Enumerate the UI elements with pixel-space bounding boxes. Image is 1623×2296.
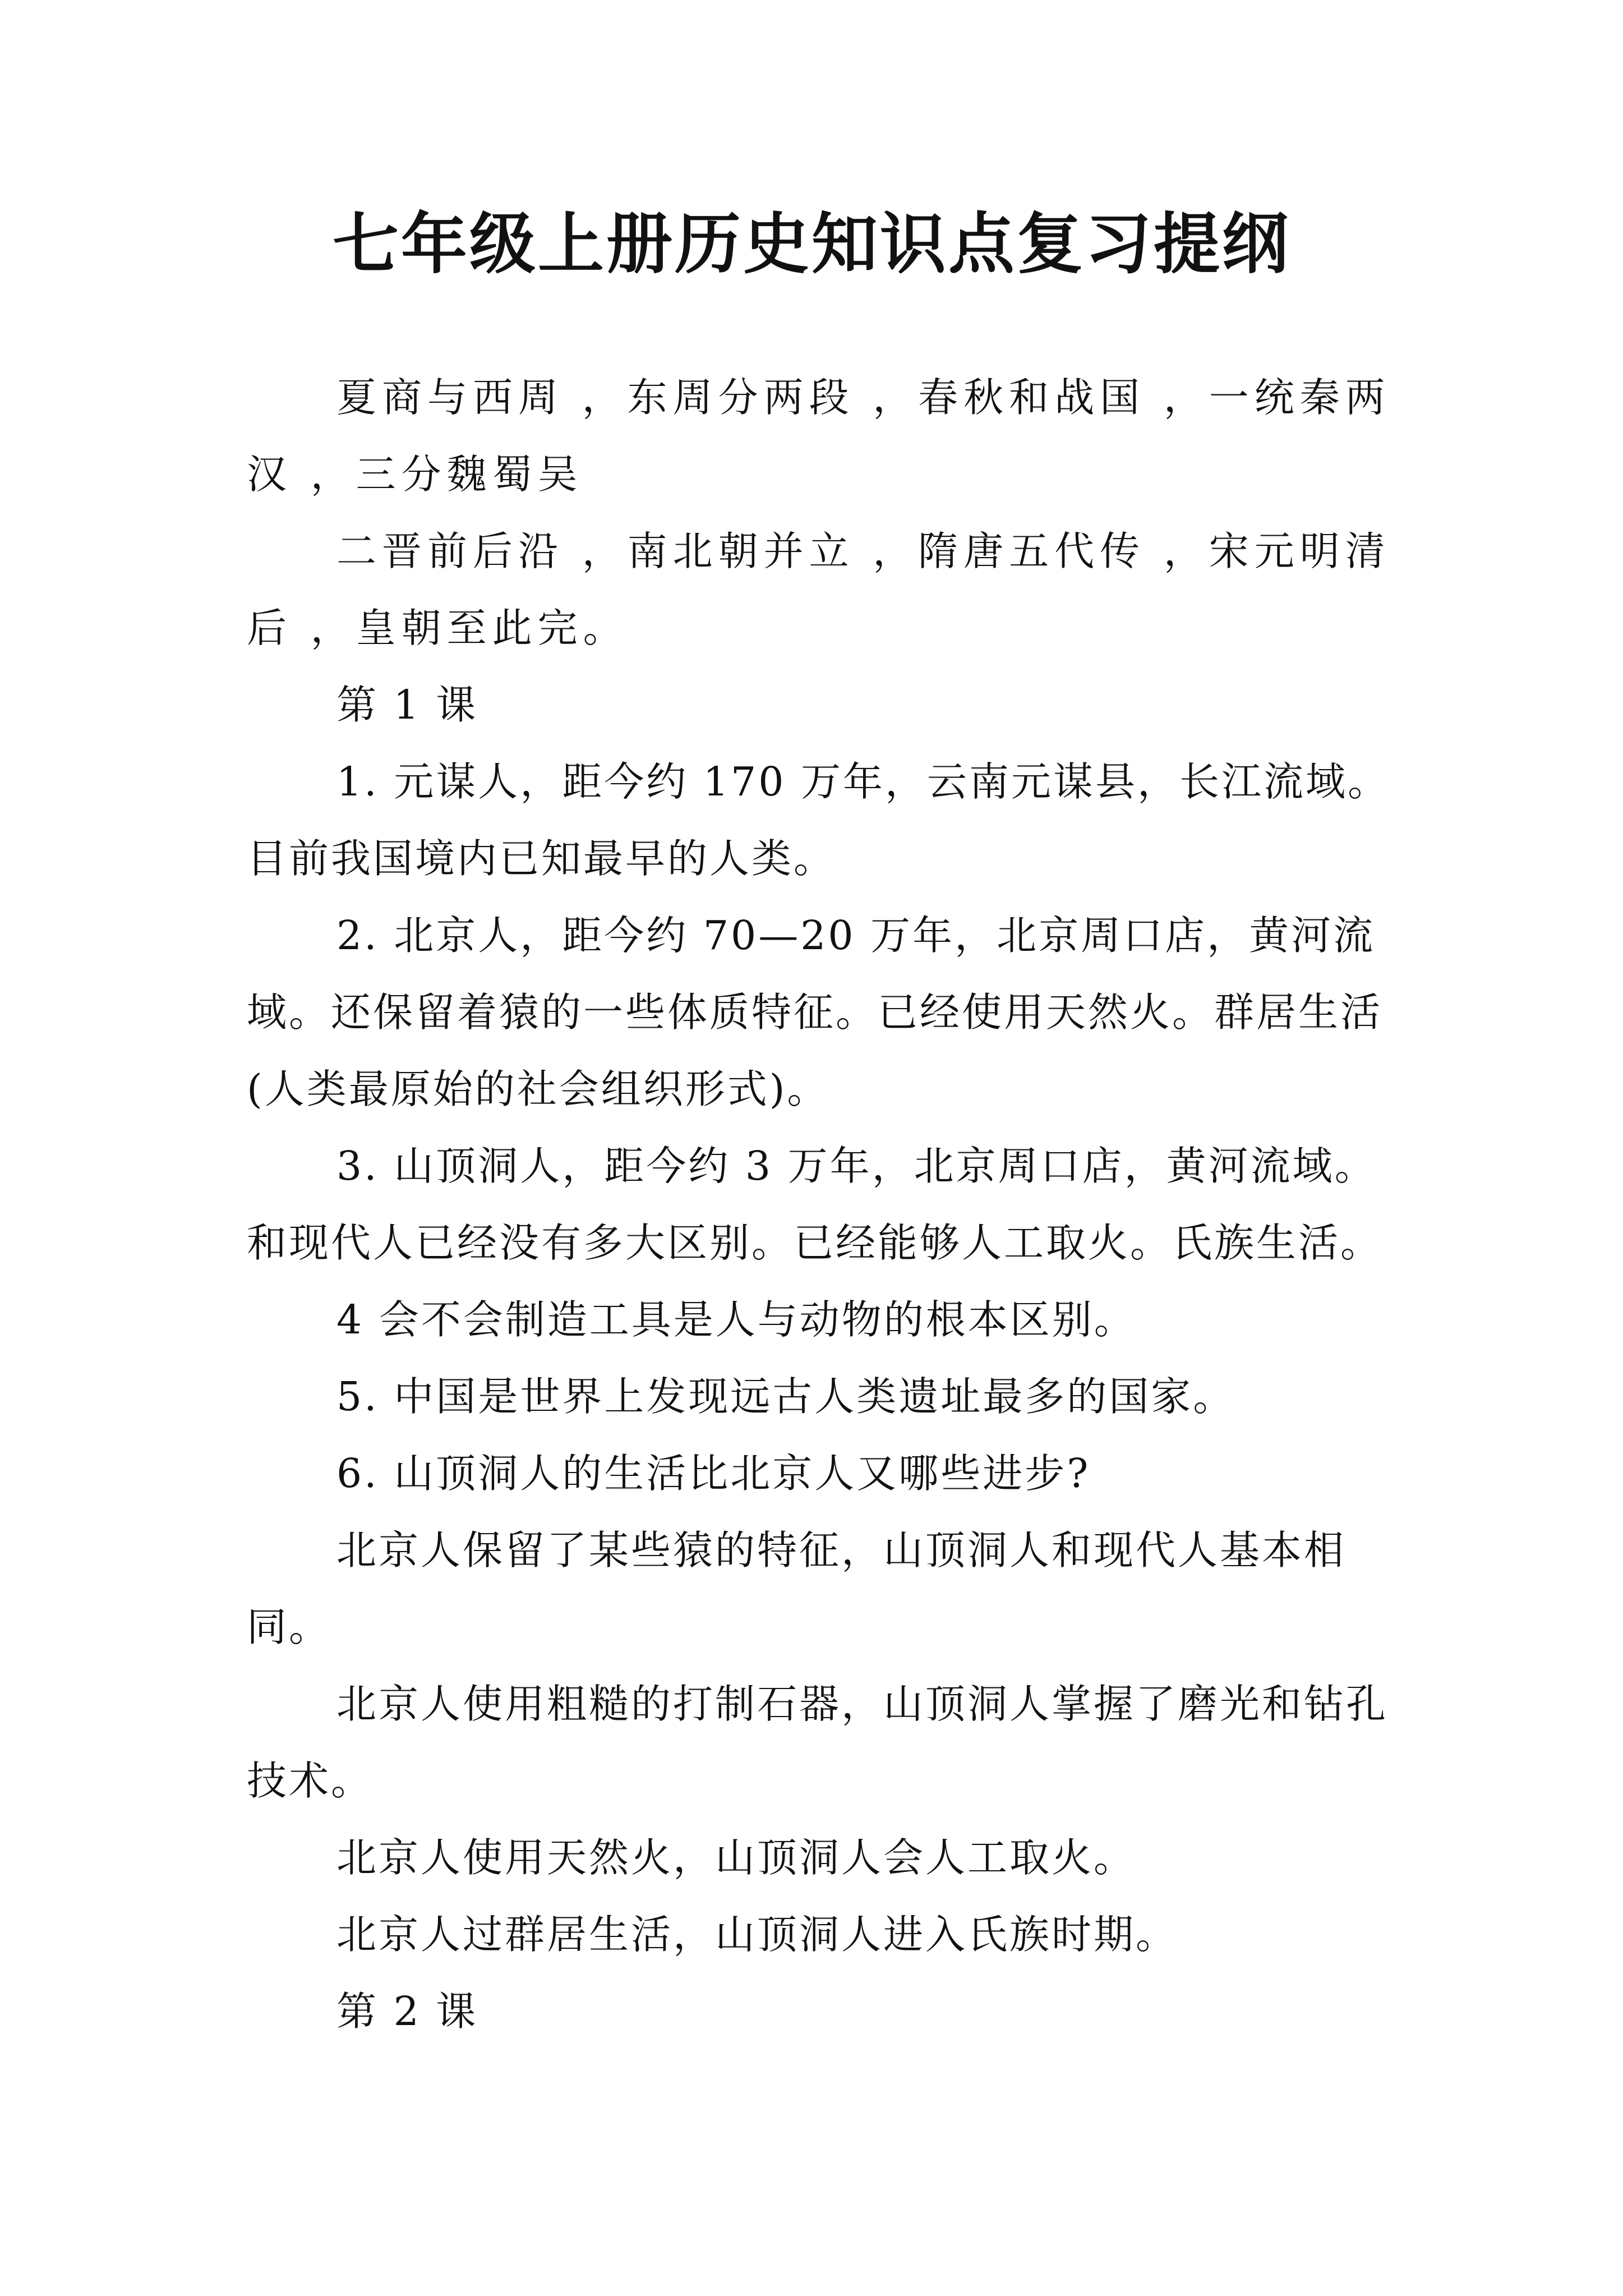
- lesson-heading-2: 第 2 课: [336, 1988, 478, 2035]
- paragraph-comparison-tools: 北京人使用粗糙的打制石器，山顶洞人掌握了磨光和钻孔技术。: [247, 1681, 1389, 1804]
- paragraph-yuanmou-man: 1. 元谋人，距今约 170 万年，云南元谋县，长江流域。目前我国境内已知最早的人类。: [247, 758, 1390, 882]
- paragraph-dynasty-rhyme-2: 二晋前后沿 ，南北朝并立 ，隋唐五代传 ，宋元明清后 ，皇朝至此完。: [247, 528, 1391, 651]
- paragraph-upper-cave-man: 3. 山顶洞人，距今约 3 万年，北京周口店，黄河流域。和现代人已经没有多大区别。已经能够人工取火。氏族生活。: [247, 1143, 1383, 1266]
- paragraph-peking-man: 2. 北京人，距今约 70—20 万年，北京周口店，黄河流域。还保留着猿的一些体质特征。已经使用天然火。群居生活(人类最原始的社会组织形式)。: [247, 912, 1383, 1112]
- paragraph-china-sites: 5. 中国是世界上发现远古人类遗址最多的国家。: [336, 1373, 1235, 1420]
- paragraph-comparison-fire: 北京人使用天然火，山顶洞人会人工取火。: [336, 1834, 1136, 1881]
- paragraph-comparison-features: 北京人保留了某些猿的特征，山顶洞人和现代人基本相同。: [247, 1527, 1347, 1650]
- document-title: 七年级上册历史知识点复习提纲: [332, 205, 1290, 283]
- lesson-heading-1: 第 1 课: [336, 682, 478, 728]
- paragraph-progress-question: 6. 山顶洞人的生活比北京人又哪些进步?: [336, 1450, 1091, 1497]
- document-body: [247, 359, 1391, 2050]
- paragraph-dynasty-rhyme-1: 夏商与西周 ，东周分两段 ，春秋和战国 ，一统秦两汉 ，三分魏蜀吴: [247, 374, 1391, 498]
- paragraph-comparison-society: 北京人过群居生活，山顶洞人进入氏族时期。: [336, 1911, 1178, 1958]
- paragraph-tool-making: 4 会不会制造工具是人与动物的根本区别。: [336, 1296, 1136, 1343]
